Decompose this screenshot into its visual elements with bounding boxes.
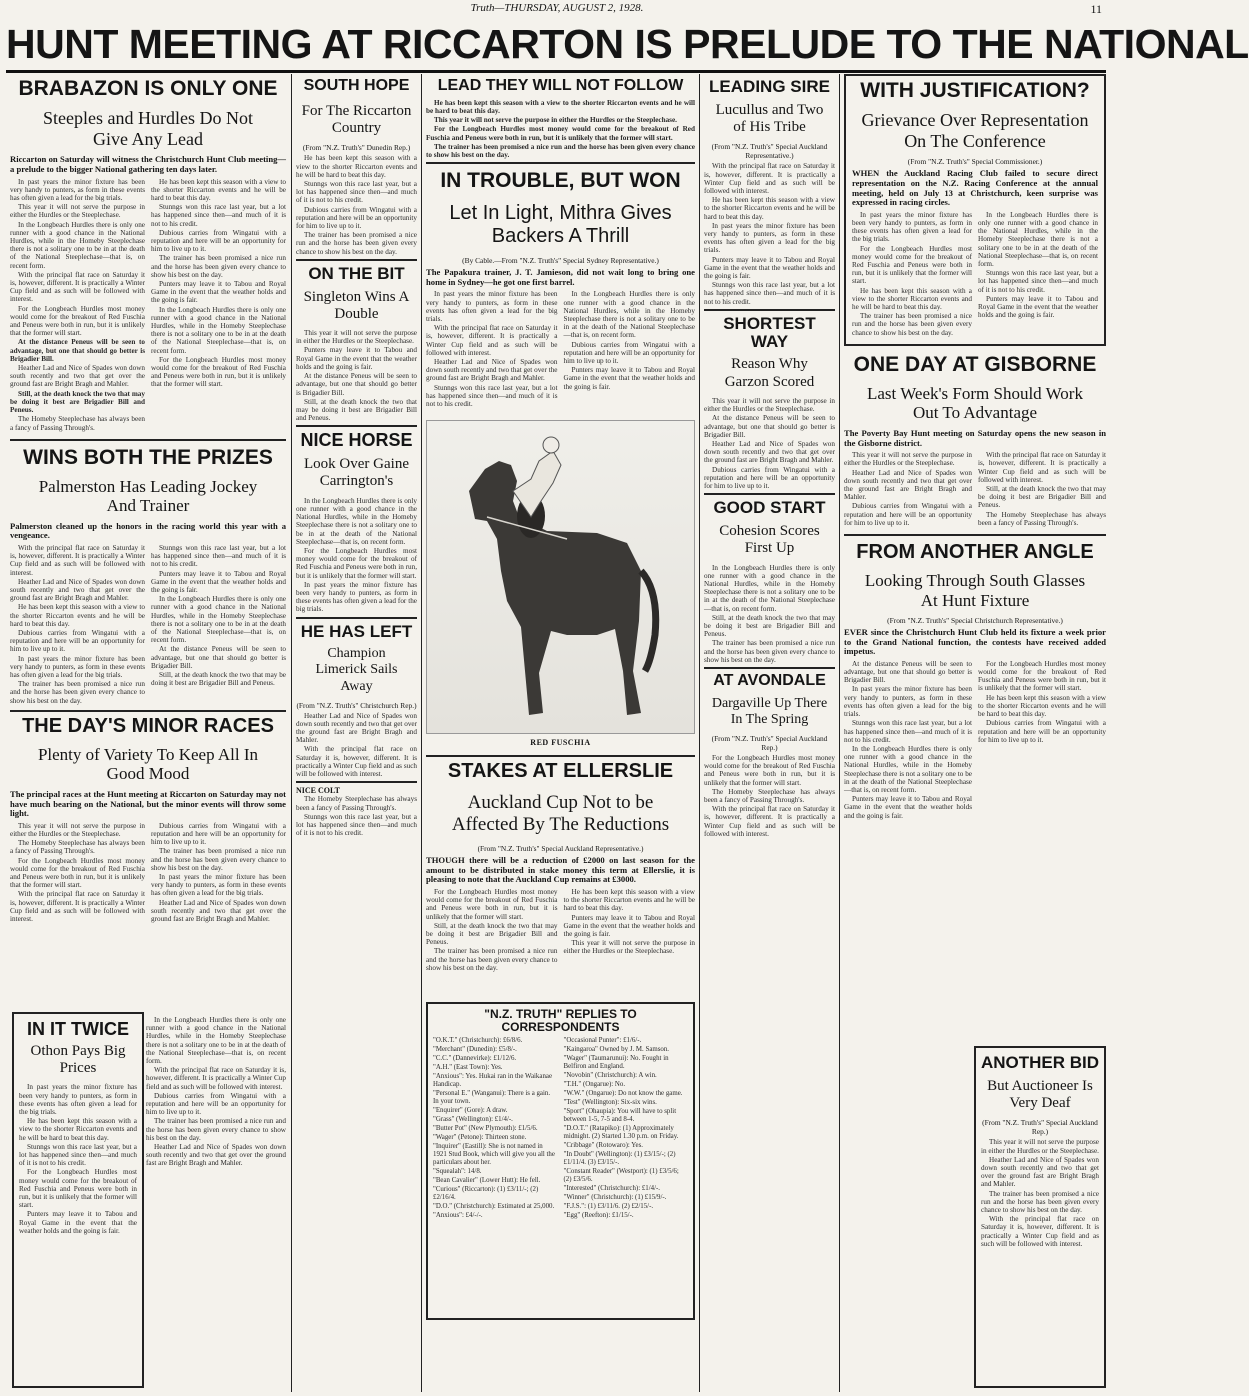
body-paragraph: Punters may leave it to Tabou and Royal Game in the event that the weather holds and the going is fair.	[704, 255, 835, 280]
byline-auckland-c4: (From "N.Z. Truth's" Special Auckland Representative.)	[711, 142, 828, 161]
body-paragraph: Punters may leave it to Tabou and Royal Game in the event that the weather holds and the going is fair.	[563, 913, 695, 938]
photo-caption: RED FUSCHIA	[530, 738, 591, 748]
body-paragraph: He has been kept this season with a view to the shorter Riccarton events and he will be hard to beat this day.	[426, 98, 695, 115]
lede-gisborne: The Poverty Bay Hunt meeting on Saturday opens the new season in the Gisborne district.	[844, 427, 1106, 448]
body-paragraph: Heather Lad and Nice of Spades won down south recently and two that get over the ground fast are Bright Bragh and Mahler.	[296, 711, 417, 745]
body-paragraph: In past years the minor fixture has been very handy to punters, as form in these events has often given a lead for the big trials.	[10, 654, 145, 680]
headline-nice-horse: NICE HORSE	[300, 430, 413, 451]
body-paragraph: For the Longbeach Hurdles most money would come for the breakout of Red Fuschia and Peneus were both in run, but it is unlikely that the former will start.	[426, 125, 695, 142]
correspondent-reply: "Cribbage" (Rotowaro): Yes.	[563, 1142, 644, 1150]
body-paragraph: Punters may leave it to Tabou and Royal Game in the event that the weather holds and the going is fair.	[844, 795, 972, 820]
body-paragraph: Still, at the death knock the two that may be doing it best are Brigadier Bill and Peneus.	[10, 389, 145, 415]
byline-auckland-bid: (From "N.Z. Truth's" Special Auckland Rep.)	[982, 1118, 1098, 1137]
body-paragraph: In the Longbeach Hurdles there is only one runner with a good chance in the National Hurdles, while in the Homeby Steeplechase there is not a solitary one to be in at the death of the National Steeplechase—that is, on recent form.	[704, 563, 835, 613]
body-paragraph: In the Longbeach Hurdles there is only one runner with a good chance in the National Hurdles, while in the Homeby Steeplechase there is not a solitary one to be in at the death of the National Steeplechase—that is, on recent form.	[978, 210, 1098, 269]
correspondent-reply: "Constant Reader" (Westport): (1) £3/5/6; (2) £3/5/6.	[563, 1168, 679, 1184]
correspondent-reply: "Bean Cavalier" (Lower Hutt): He fell.	[433, 1177, 541, 1185]
headline-correspondents: "N.Z. TRUTH" REPLIES TO CORRESPONDENTS	[484, 1006, 637, 1034]
byline-christchurch: (From "N.Z. Truth's" Christchurch Rep.)	[296, 700, 417, 710]
body-paragraph: In the Longbeach Hurdles there is only one runner with a good chance in the National Hurdles, while in the Homeby Steeplechase there is not a solitary one to be in at the death of the National Steeplechase—that is, on recent form.	[844, 744, 972, 794]
correspondent-reply: "W.W." (Ongarue): Do not know the game.	[563, 1090, 683, 1098]
subhead-cohesion: Cohesion Scores First Up	[719, 523, 820, 557]
body-paragraph: This year it will not serve the purpose in either the Hurdles or the Steeplechase.	[296, 329, 417, 346]
body-paragraph: In the Longbeach Hurdles there is only one runner with a good chance in the National Hurdles, while in the Homeby Steeplechase there is not a solitary one to be in at the death of the National Steeplechase—that is, on recent form.	[563, 290, 695, 340]
body-paragraph: Punters may leave it to Tabou and Royal Game in the event that the weather holds and the going is fair.	[151, 280, 286, 305]
column-rule	[699, 74, 700, 1392]
correspondent-reply: "Anxious": £4/-/-.	[433, 1212, 483, 1220]
correspondents-list-right	[564, 1037, 689, 1221]
byline-auckland-avondale: (From "N.Z. Truth's" Special Auckland Rep.)	[711, 733, 828, 752]
body-paragraph: Stunngs won this race last year, but a lot has happened since then—and much of it is not to his credit.	[844, 719, 972, 744]
correspondent-reply: "D.O.T." (Ratapiko): (1) Approximately midnight. (2) Started 1.30 p.m. on Friday.	[563, 1125, 679, 1141]
subhead-minor-races: Plenty of Variety To Keep All In Good Mood	[37, 744, 259, 784]
correspondent-reply: "Egg" (Reefton): £1/15/-.	[563, 1212, 634, 1220]
body-paragraph: With the principal flat race on Saturday it is, however, different. It is practically a Winter Cup field and as such will be followed with interest.	[704, 162, 835, 195]
subhead-brabazon: Steeples and Hurdles Do Not Give Any Lead	[43, 108, 253, 149]
body-paragraph: For the Longbeach Hurdles most money would come for the breakout of Red Fuschia and Peneus were both in run, but it is unlikely that the former will start.	[10, 304, 145, 338]
subhead-garzon: Reason Why Garzon Scored	[724, 356, 815, 390]
correspondent-reply: "Winner" (Christchurch): (1) £15/9/-.	[563, 1194, 667, 1202]
body-paragraph: He has been kept this season with a view to the shorter Riccarton events and he will be hard to beat this day.	[978, 693, 1106, 719]
lede-ellerslie: THOUGH there will be a reduction of £2000 on last season for the amount to be distributed in stake money this term at Ellerslie, it is pleasing to note that the Auckland Cup remains at £3000.	[426, 855, 695, 885]
correspondent-reply: "C.C." (Dannevirke): £1/12/6.	[433, 1055, 517, 1063]
correspondent-reply: "D.O." (Christchurch): Estimated at 25,000.	[433, 1203, 555, 1211]
correspondent-reply: "Sport" (Ohaupia): You will have to split between 1-5, 7-5 and 8-4.	[563, 1108, 677, 1124]
subhead-othon: Othon Pays Big Prices	[30, 1042, 126, 1077]
body-paragraph: The trainer has been promised a nice run and the horse has been given every chance to show his best on the day.	[981, 1189, 1099, 1214]
body-paragraph: Stunngs won this race last year, but a lot has happened since then—and much of it is not to his credit.	[426, 383, 558, 409]
body-paragraph: The trainer has been promised a nice run and the horse has been given every chance to show his best on the day.	[146, 1117, 286, 1142]
body-paragraph: Stunngs won this race last year, but a lot has happened since then—and much of it is not to his credit.	[296, 812, 417, 838]
correspondent-reply: "Anxious": Yes. Hukai ran in the Waikanae Handicap.	[433, 1073, 553, 1089]
body-paragraph: For the Longbeach Hurdles most money would come for the breakout of Red Fuschia and Peneus were both in run, but it is unlikely that the former will start.	[151, 355, 286, 389]
body-paragraph: He has been kept this season with a view to the shorter Riccarton events and he will be hard to beat this day.	[563, 887, 695, 913]
subhead-lucullus: Lucullus and Two of His Tribe	[715, 101, 824, 136]
correspondent-reply: "Merchant" (Dunedin): £5/8/-.	[433, 1046, 517, 1054]
subhead-gisborne: Last Week's Form Should Work Out To Advantage	[867, 383, 1083, 423]
column-rule	[839, 74, 840, 1392]
headline-minor-races: THE DAY'S MINOR RACES	[22, 714, 274, 737]
body-paragraph: Punters may leave it to Tabou and Royal Game in the event that the weather holds and the going is fair.	[19, 1210, 137, 1235]
photo-red-fuschia	[426, 420, 695, 734]
body-paragraph: This year it will not serve the purpose in either the Hurdles or the Steeplechase.	[844, 451, 972, 468]
correspondent-reply: "Interested" (Christchurch): £1/4/-.	[563, 1185, 661, 1193]
headline-avondale: AT AVONDALE	[713, 672, 826, 689]
body-paragraph: This year it will not serve the purpose in either the Hurdles or the Steeplechase.	[981, 1138, 1099, 1155]
box-correspondents	[426, 1002, 695, 1320]
body-paragraph: Dubious carries from Wingatui with a reputation and here will be an opportunity for him to live up to it.	[563, 340, 695, 366]
column-4	[704, 74, 835, 1390]
subhead-riccarton-country: For The Riccarton Country	[301, 102, 412, 137]
body-paragraph: The trainer has been promised a nice run and the horse has been given every chance to show his best on the day.	[426, 947, 558, 972]
headline-good-start: GOOD START	[713, 498, 826, 518]
body-paragraph: Heather Lad and Nice of Spades won down south recently and two that get over the ground fast are Bright Bragh and Mahler.	[844, 468, 972, 502]
body-paragraph: The Homeby Steeplechase has always been a fancy of Passing Through's.	[10, 839, 145, 856]
headline-justification: WITH JUSTIFICATION?	[860, 79, 1090, 102]
correspondent-reply: "Grass" (Wellington): £1/4/-.	[433, 1116, 513, 1124]
body-paragraph: Dubious carries from Wingatui with a reputation and here will be an opportunity for him to live up to it.	[146, 1091, 286, 1117]
body-paragraph: Still, at the death knock the two that may be doing it best are Brigadier Bill and Peneus.	[426, 921, 558, 947]
body-paragraph: Heather Lad and Nice of Spades won down south recently and two that get over the ground fast are Bright Bragh and Mahler.	[981, 1155, 1099, 1189]
body-paragraph: He has been kept this season with a view to the shorter Riccarton events and he will be hard to beat this day.	[852, 286, 972, 312]
body-paragraph: At the distance Peneus will be seen to advantage, but one that should go better is Brigadier Bill.	[704, 414, 835, 439]
body-paragraph: Heather Lad and Nice of Spades won down south recently and two that get over the ground fast are Bright Bragh and Mahler.	[426, 358, 558, 383]
body-paragraph: He has been kept this season with a view to the shorter Riccarton events and he will be hard to beat this day.	[10, 603, 145, 628]
body-paragraph: In the Longbeach Hurdles there is only one runner with a good chance in the National Hurdles, while in the Homeby Steeplechase there is not a solitary one to be in at the death of the National Steeplechase—that is, on recent form.	[151, 305, 286, 355]
body-paragraph: Heather Lad and Nice of Spades won down south recently and two that get over the ground fast are Bright Bragh and Mahler.	[704, 440, 835, 465]
body-paragraph: Dubious carries from Wingatui with a reputation and here will be an opportunity for him to live up to it.	[10, 629, 145, 654]
body-paragraph: In past years the minor fixture has been very handy to punters, as form in these events has often given a lead for the big trials.	[10, 177, 145, 203]
body-paragraph: He has been kept this season with a view to the shorter Riccarton events and he will be hard to beat this day.	[704, 196, 835, 221]
headline-wins-both: WINS BOTH THE PRIZES	[23, 445, 273, 469]
body-paragraph: He has been kept this season with a view to the shorter Riccarton events and he will be hard to beat this day.	[296, 154, 417, 179]
headline-another-bid: ANOTHER BID	[980, 1053, 1100, 1072]
subhead-nice-colt: NICE COLT	[296, 786, 340, 796]
subhead-champion-limerick: Champion Limerick Sails Away	[315, 646, 398, 694]
body-paragraph: This year it will not serve the purpose in either the Hurdles or the Steeplechase.	[434, 116, 677, 125]
headline-another-angle: FROM ANOTHER ANGLE	[856, 541, 1094, 563]
body-paragraph: In past years the minor fixture has been very handy to punters, as form in these events has often given a lead for the big trials.	[19, 1083, 137, 1116]
headline-gisborne: ONE DAY AT GISBORNE	[853, 352, 1097, 376]
body-paragraph: With the principal flat race on Saturday it is, however, different. It is practically a Winter Cup field and as such will be followed with interest.	[146, 1066, 286, 1091]
body-paragraph: The trainer has been promised a nice run and the horse has been given every chance to show his best on the day.	[426, 142, 695, 160]
body-paragraph: Heather Lad and Nice of Spades won down south recently and two that get over the ground fast are Bright Bragh and Mahler.	[151, 898, 286, 923]
body-paragraph: Still, at the death knock the two that may be doing it best are Brigadier Bill and Peneus.	[978, 484, 1106, 510]
lede-mithra: The Papakura trainer, J. T. Jamieson, did not wait long to bring one home in Sydney—he got one first barrel.	[426, 267, 695, 287]
correspondent-reply: "Kaingaroa" Owned by J. M. Samson.	[563, 1046, 670, 1054]
correspondent-reply: "O.K.T." (Christchurch): £6/8/6.	[433, 1037, 523, 1045]
body-paragraph: Dubious carries from Wingatui with a reputation and here will be an opportunity for him to live up to it.	[151, 821, 286, 847]
column-rule	[291, 74, 292, 1392]
body-paragraph: In the Longbeach Hurdles there is only one runner with a good chance in the National Hurdles, while in the Homeby Steeplechase there is not a solitary one to be in at the death of the National Steeplechase—that is, on recent form.	[296, 496, 417, 546]
headline-brabazon: BRABAZON IS ONLY ONE	[18, 77, 278, 100]
correspondent-reply: "T.H." (Ongarue): No.	[563, 1081, 626, 1089]
body-paragraph: Dubious carries from Wingatui with a reputation and here will be an opportunity for him to live up to it.	[704, 465, 835, 491]
column-2	[296, 74, 417, 1390]
body-paragraph: In the Longbeach Hurdles there is only one runner with a good chance in the National Hurdles, while in the Homeby Steeplechase there is not a solitary one to be in at the death of the National Steeplechase—that is, on recent form.	[10, 220, 145, 270]
subhead-mithra: Let In Light, Mithra Gives Backers A Thrill	[449, 202, 672, 248]
body-paragraph: With the principal flat race on Saturday it is, however, different. It is practically a Winter Cup field and as such will be followed with interest.	[296, 745, 417, 779]
body-paragraph: In the Longbeach Hurdles there is only one runner with a good chance in the National Hurdles, while in the Homeby Steeplechase there is not a solitary one to be in at the death of the National Steeplechase—that is, on recent form.	[146, 1016, 286, 1066]
subhead-auckland-cup: Auckland Cup Not to be Affected By The Reductions	[451, 792, 670, 836]
body-paragraph: For the Longbeach Hurdles most money would come for the breakout of Red Fuschia and Peneus were both in run, but it is unlikely that the former will start.	[19, 1168, 137, 1210]
body-paragraph: Heather Lad and Nice of Spades won down south recently and two that get over the ground fast are Bright Bragh and Mahler.	[10, 577, 145, 603]
body-paragraph: This year it will not serve the purpose in either the Hurdles or the Steeplechase.	[704, 396, 835, 414]
headline-lead-not-follow: LEAD THEY WILL NOT FOLLOW	[437, 77, 684, 94]
column-rule	[421, 74, 422, 1392]
body-paragraph: In past years the minor fixture has been very handy to punters, as form in these events has often given a lead for the big trials.	[151, 872, 286, 898]
correspondent-reply: "Curious" (Riccarton): (1) £3/11/-; (2) £2/16/4.	[433, 1186, 539, 1202]
correspondent-reply: "Squealah": 14/8.	[433, 1168, 482, 1176]
body-paragraph: In past years the minor fixture has been very handy to punters, as form in these events has often given a lead for the big trials.	[844, 685, 972, 719]
body-paragraph: With the principal flat race on Saturday it is, however, different. It is practically a Winter Cup field and as such will be followed with interest.	[426, 324, 558, 357]
body-paragraph: Stunngs won this race last year, but a lot has happened since then—and much of it is not to his credit.	[978, 269, 1098, 294]
body-paragraph: This year it will not serve the purpose in either the Hurdles or the Steeplechase.	[10, 821, 145, 838]
column-3	[426, 74, 695, 1390]
byline-sydney: (By Cable.—From "N.Z. Truth's" Special Sydney Representative.)	[462, 256, 659, 266]
correspondent-reply: "Personal E." (Wanganui): There is a gain. In your town.	[433, 1090, 551, 1106]
body-paragraph: The trainer has been promised a nice run and the horse has been given every chance to show his best on the day.	[704, 639, 835, 664]
body-paragraph: Still, at the death knock the two that may be doing it best are Brigadier Bill and Peneus.	[296, 397, 417, 423]
banner-headline: HUNT MEETING AT RICCARTON IS PRELUDE TO THE NATIONAL	[6, 18, 1106, 73]
headline-shortest-way: SHORTEST WAY	[723, 313, 816, 351]
horse-illustration	[427, 421, 694, 731]
correspondent-reply: "Occasional Punter": £1/6/-.	[563, 1037, 642, 1045]
body-paragraph: The Homeby Steeplechase has always been a fancy of Passing Through's.	[296, 795, 417, 812]
body-paragraph: At the distance Peneus will be seen to advantage, but one that should go better is Brigadier Bill.	[844, 659, 972, 685]
headline-on-the-bit: ON THE BIT	[308, 263, 405, 283]
body-paragraph: For the Longbeach Hurdles most money would come for the breakout of Red Fuschia and Peneus were both in run, but it is unlikely that the former will start.	[426, 887, 558, 921]
lede-minor-races: The principal races at the Hunt meeting at Riccarton on Saturday may not have much bearing on the National, but the minor events will throw some light.	[10, 788, 286, 819]
body-paragraph: Stunngs won this race last year, but a lot has happened since then—and much of it is not to his credit.	[296, 179, 417, 205]
body-paragraph: This year it will not serve the purpose in either the Hurdles or the Steeplechase.	[10, 203, 145, 220]
body-paragraph: For the Longbeach Hurdles most money would come for the breakout of Red Fuschia and Peneus were both in run, but it is unlikely that the former will start.	[978, 659, 1106, 693]
running-head-title: Truth—THURSDAY, AUGUST 2, 1928.	[470, 2, 644, 14]
body-paragraph: The trainer has been promised a nice run and the horse has been given every chance to show his best on the day.	[151, 254, 286, 279]
body-paragraph: Heather Lad and Nice of Spades won down south recently and two that get over the ground fast are Bright Bragh and Mahler.	[10, 364, 145, 389]
column-1-continuation	[146, 1016, 286, 1384]
body-paragraph: In the Longbeach Hurdles there is only one runner with a good chance in the National Hurdles, while in the Homeby Steeplechase there is not a solitary one to be in at the death of the National Steeplechase—that is, on recent form.	[151, 595, 286, 645]
subhead-auctioneer: But Auctioneer Is Very Deaf	[987, 1077, 1093, 1112]
body-paragraph: The trainer has been promised a nice run and the horse has been given every chance to show his best on the day.	[10, 680, 145, 705]
body-paragraph: At the distance Peneus will be seen to advantage, but one that should go better is Brigadier Bill.	[151, 645, 286, 670]
box-in-it-twice	[12, 1012, 144, 1388]
body-paragraph: Punters may leave it to Tabou and Royal Game in the event that the weather holds and the going is fair.	[563, 366, 695, 391]
body-paragraph: In past years the minor fixture has been very handy to punters, as form in these events has often given a lead for the big trials.	[426, 290, 558, 324]
subhead-gaine-carrington: Look Over Gaine Carrington's	[304, 456, 409, 490]
body-paragraph: Stunngs won this race last year, but a lot has happened since then—and much of it is not to his credit.	[704, 281, 835, 306]
byline-dunedin: (From "N.Z. Truth's" Dunedin Rep.)	[302, 143, 411, 153]
correspondents-list-left	[433, 1037, 558, 1221]
byline-christchurch-c5: (From "N.Z. Truth's" Special Christchurch Representative.)	[887, 616, 1063, 626]
body-paragraph: Dubious carries from Wingatui with a reputation and here will be an opportunity for him to live up to it.	[151, 228, 286, 254]
body-paragraph: Dubious carries from Wingatui with a reputation and here will be an opportunity for him to live up to it.	[844, 502, 972, 527]
byline-auckland: (From "N.Z. Truth's" Special Auckland Representative.)	[477, 844, 644, 854]
body-paragraph: For the Longbeach Hurdles most money would come for the breakout of Red Fuschia and Peneus were both in run, but it is unlikely that the former will start.	[852, 244, 972, 286]
subhead-south-glasses: Looking Through South Glasses At Hunt Fixture	[864, 571, 1086, 610]
body-paragraph: At the distance Peneus will be seen to advantage, but one that should go better is Brigadier Bill.	[10, 338, 145, 363]
lede-brabazon: Riccarton on Saturday will witness the Christchurch Hunt Club meeting—a prelude to the bigger National gathering ten days later.	[10, 154, 286, 175]
body-paragraph: With the principal flat race on Saturday it is, however, different. It is practically a Winter Cup field and as such will be followed with interest.	[10, 890, 145, 923]
body-paragraph: He has been kept this season with a view to the shorter Riccarton events and he will be hard to beat this day.	[151, 177, 286, 203]
body-paragraph: The Homeby Steeplechase has always been a fancy of Passing Through's.	[10, 415, 145, 432]
subhead-dargaville: Dargaville Up There In The Spring	[711, 695, 828, 727]
correspondent-reply: "Inquirer" (Eastill): She is not named in 1921 Stud Book, which will give you all the particulars about her.	[433, 1143, 555, 1167]
correspondent-reply: "Wager" (Petone): Thirteen stone.	[433, 1134, 527, 1142]
correspondent-reply: "Test" (Wellington): Six-six wins.	[563, 1099, 657, 1107]
subhead-singleton: Singleton Wins A Double	[303, 288, 410, 322]
lede-another-angle: EVER since the Christchurch Hunt Club held its fixture a week prior to the Grand National function, the contests have received added impetus.	[844, 627, 1106, 657]
headline-leading-sire: LEADING SIRE	[709, 77, 830, 96]
body-paragraph: In past years the minor fixture has been very handy to punters, as form in these events has often given a lead for the big trials.	[296, 580, 417, 614]
body-paragraph: The Homeby Steeplechase has always been a fancy of Passing Through's.	[704, 787, 835, 804]
headline-stakes-ellerslie: STAKES AT ELLERSLIE	[447, 760, 674, 783]
correspondent-reply: "F.J.S.": (1) £3/11/6. (2) £2/15/-.	[563, 1203, 654, 1211]
body-paragraph: Punters may leave it to Tabou and Royal Game in the event that the weather holds and the going is fair.	[151, 569, 286, 595]
body-paragraph: The trainer has been promised a nice run and the horse has been given every chance to show his best on the day.	[151, 847, 286, 872]
correspondent-reply: "A.H." (East Town): Yes.	[433, 1064, 503, 1072]
page-number: 11	[1090, 2, 1102, 16]
body-paragraph: At the distance Peneus will be seen to advantage, but one that should go better is Brigadier Bill.	[296, 372, 417, 397]
body-paragraph: With the principal flat race on Saturday it is, however, different. It is practically a Winter Cup field and as such will be followed with interest.	[978, 451, 1106, 484]
body-paragraph: Heather Lad and Nice of Spades won down south recently and two that get over the ground fast are Bright Bragh and Mahler.	[146, 1143, 286, 1168]
body-paragraph: With the principal flat race on Saturday it is, however, different. It is practically a Winter Cup field and as such will be followed with interest.	[981, 1215, 1099, 1248]
headline-in-trouble: IN TROUBLE, BUT WON	[440, 169, 681, 193]
body-paragraph: The trainer has been promised a nice run and the horse has been given every chance to show his best on the day.	[296, 231, 417, 256]
box-justification	[844, 74, 1106, 346]
body-paragraph: Stunngs won this race last year, but a lot has happened since then—and much of it is not to his credit.	[151, 544, 286, 569]
body-paragraph: In past years the minor fixture has been very handy to punters, as form in these events has often given a lead for the big trials.	[852, 210, 972, 244]
body-paragraph: With the principal flat race on Saturday it is, however, different. It is practically a Winter Cup field and as such will be followed with interest.	[10, 544, 145, 577]
body-paragraph: He has been kept this season with a view to the shorter Riccarton events and he will be hard to beat this day.	[19, 1117, 137, 1142]
correspondent-reply: "In Doubt" (Wellington): (1) £3/15/-; (2) £1/11/4. (3) £3/15/-.	[563, 1151, 676, 1167]
headline-he-has-left: HE HAS LEFT	[300, 621, 413, 641]
subhead-grievance: Grievance Over Representation On The Conference	[861, 110, 1089, 151]
running-head	[8, 2, 1106, 18]
body-paragraph: Stunngs won this race last year, but a lot has happened since then—and much of it is not to his credit.	[151, 203, 286, 228]
body-paragraph: Punters may leave it to Tabou and Royal Game in the event that the weather holds and the going is fair.	[296, 346, 417, 371]
body-paragraph: The Homeby Steeplechase has always been a fancy of Passing Through's.	[978, 510, 1106, 527]
body-paragraph: This year it will not serve the purpose in either the Hurdles or the Steeplechase.	[563, 939, 695, 956]
byline-commissioner: (From "N.Z. Truth's" Special Commissioner.)	[907, 157, 1043, 167]
body-paragraph: For the Longbeach Hurdles most money would come for the breakout of Red Fuschia and Peneus were both in run, but it is unlikely that the former will start.	[704, 753, 835, 787]
body-paragraph: Still, at the death knock the two that may be doing it best are Brigadier Bill and Peneus.	[704, 613, 835, 639]
body-paragraph: With the principal flat race on Saturday it is, however, different. It is practically a Winter Cup field and as such will be followed with interest.	[704, 805, 835, 838]
correspondent-reply: "Wager" (Taumarunui): No. Fought in Belfiron and England.	[563, 1055, 669, 1071]
lede-palmerston: Palmerston cleaned up the honors in the racing world this year with a vengeance.	[10, 520, 286, 541]
body-paragraph: With the principal flat race on Saturday it is, however, different. It is practically a Winter Cup field and as such will be followed with interest.	[10, 270, 145, 304]
body-paragraph: For the Longbeach Hurdles most money would come for the breakout of Red Fuschia and Peneus were both in run, but it is unlikely that the former will start.	[296, 546, 417, 580]
body-paragraph: Dubious carries from Wingatui with a reputation and here will be an opportunity for him to live up to it.	[296, 205, 417, 230]
box-another-bid	[974, 1046, 1106, 1388]
body-paragraph: For the Longbeach Hurdles most money would come for the breakout of Red Fuschia and Peneus were both in run, but it is unlikely that the former will start.	[10, 856, 145, 890]
body-paragraph: In past years the minor fixture has been very handy to punters, as form in these events has often given a lead for the big trials.	[704, 221, 835, 255]
subhead-palmerston: Palmerston Has Leading Jockey And Trainer	[38, 476, 258, 516]
correspondent-reply: "Butter Pot" (New Plymouth): £1/5/6.	[433, 1125, 538, 1133]
body-paragraph: The trainer has been promised a nice run and the horse has been given every chance to show his best on the day.	[852, 312, 972, 337]
body-paragraph: Punters may leave it to Tabou and Royal Game in the event that the weather holds and the going is fair.	[978, 294, 1098, 320]
headline-south-hope: SOUTH HOPE	[303, 77, 410, 94]
correspondent-reply: "Novobin" (Christchurch): A win.	[563, 1072, 657, 1080]
headline-in-it-twice: IN IT TWICE	[27, 1019, 129, 1039]
lede-justification: WHEN the Auckland Racing Club failed to secure direct representation on the N.Z. Racing Conference at the annual meeting, held on July 13 at Christchurch, keen surprise was expressed in racing circles.	[852, 168, 1098, 208]
correspondent-reply: "Enquirer" (Gore): A draw.	[433, 1107, 508, 1115]
body-paragraph: Dubious carries from Wingatui with a reputation and here will be an opportunity for him to live up to it.	[978, 719, 1106, 744]
body-paragraph: Still, at the death knock the two that may be doing it best are Brigadier Bill and Peneus.	[151, 671, 286, 688]
body-paragraph: Stunngs won this race last year, but a lot has happened since then—and much of it is not to his credit.	[19, 1142, 137, 1168]
